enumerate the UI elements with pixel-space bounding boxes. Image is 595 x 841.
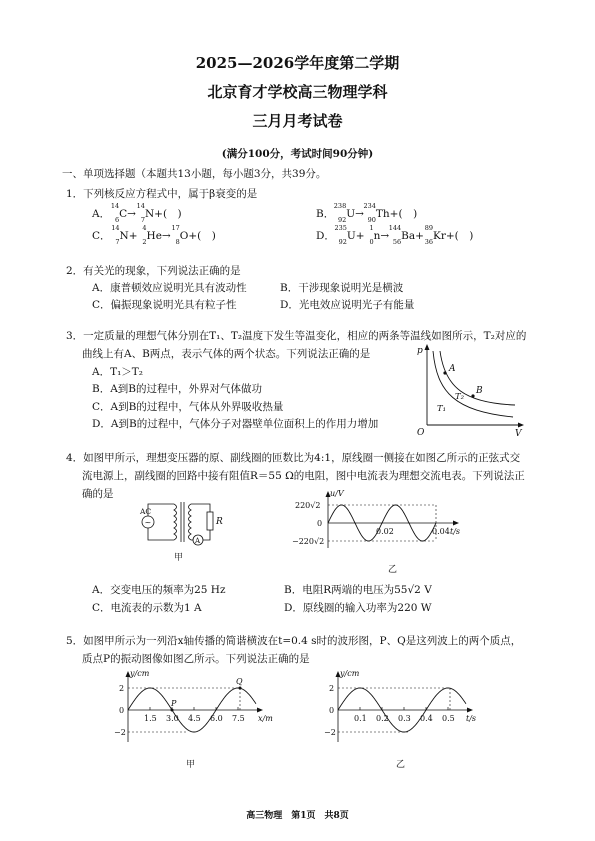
q3-option-a: A．T₁＞T₂ — [92, 366, 144, 378]
axis-tick-label: 6.0 — [210, 714, 223, 723]
vibration-figure-yi — [320, 666, 480, 771]
q1-option-c: C． 14 7 N+ 4 2 He→ 17 8 O+( ) — [92, 224, 216, 246]
t-tick-002: 0.02 — [376, 527, 394, 536]
point-a — [443, 371, 446, 374]
primary-wire-top — [148, 504, 174, 516]
exam-note: (满分100分，考试时间90分钟) — [221, 148, 374, 160]
axis-tick-label: 0.1 — [354, 714, 367, 723]
primary-wire-bottom — [148, 528, 174, 540]
resistor-icon — [207, 512, 213, 530]
q4-stem-line3: 确的是 — [82, 488, 114, 500]
section-heading: 一、单项选择题（本题共13小题，每小题3分，共39分。 — [62, 168, 327, 180]
point-a-label: A — [449, 364, 456, 374]
t-axis-arrow — [453, 521, 459, 526]
y-tick-0: 0 — [119, 706, 125, 715]
t-axis-arrow — [467, 708, 473, 713]
primary-coil — [174, 504, 177, 540]
q2-option-b: B．干涉现象说明光是横波 — [280, 282, 404, 294]
q2-option-d: D．光电效应说明光子有能量 — [280, 299, 415, 311]
x-axis-arrow — [257, 708, 263, 713]
axis-tick-label: 0.4 — [420, 714, 433, 723]
ammeter-label: A — [195, 537, 201, 545]
secondary-wire-right — [203, 530, 210, 540]
axis-tick-label: 0.2 — [376, 714, 389, 723]
q4-option-d: D．原线圈的输入功率为220 W — [284, 602, 432, 614]
q3-stem-line1: 3．一定质量的理想气体分别在T₁、T₂温度下发生等温变化，相应的两条等温线如图所示，T₂对应的 — [66, 330, 527, 342]
u-axis-label: u/V — [330, 489, 344, 498]
umax-label: 220√2 — [295, 501, 321, 510]
q5-stem-line1: 5．如图甲所示为一列沿x轴传播的简谐横波在t=0.4 s时的波形图，P、Q是这列波上的两个质点， — [66, 635, 522, 647]
axis-tick-label: 3.0 — [166, 714, 179, 723]
t-axis-label: t/s — [466, 714, 477, 723]
point-q — [239, 687, 242, 690]
q2-option-c: C．偏振现象说明光具有粒子性 — [92, 299, 237, 311]
q1-stem: 1．下列核反应方程式中，属于β衰变的是 — [66, 188, 258, 200]
point-p-label: P — [171, 699, 177, 708]
resistor-label: R — [216, 517, 223, 527]
point-q-label: Q — [236, 677, 243, 686]
q1-option-b: B． 238 92 U→ 234 90 Th+( ) — [316, 202, 418, 224]
y-tick-0: 0 — [329, 706, 335, 715]
axis-tick-label: 4.5 — [188, 714, 201, 723]
q1-option-a: A． 14 6 C→ 14 7 N+( ) — [92, 202, 182, 224]
page-footer: 高三物理 第1页 共8页 — [246, 811, 349, 821]
axis-tick-label: 0.5 — [442, 714, 455, 723]
figure-caption-jia: 甲 — [174, 553, 184, 563]
y-axis-label: y/cm — [130, 669, 150, 678]
x-axis-label: x/m — [258, 714, 273, 723]
t-axis-label: t/s — [450, 527, 461, 536]
y-tick-2: 2 — [329, 684, 335, 693]
t2-label: T₂ — [455, 392, 465, 402]
axis-tick-label: 0.3 — [398, 714, 411, 723]
ac-tilde: ~ — [144, 518, 152, 527]
wave-figure-jia — [110, 666, 273, 771]
t-tick-004: 0.04 — [432, 527, 450, 536]
figure-caption-jia: 甲 — [186, 760, 196, 770]
q4-option-b: B．电阻R两端的电压为55√2 V — [284, 584, 432, 596]
school-subject-title: 北京育才学校高三物理学科 — [207, 83, 388, 101]
axis-tick-label: 7.5 — [232, 714, 245, 723]
point-b — [471, 394, 474, 397]
figure-caption-yi: 乙 — [388, 565, 398, 575]
y-tick-neg2: −2 — [324, 728, 336, 737]
p-axis-arrow — [425, 344, 430, 350]
q5-stem-line2: 质点P的振动图像如图乙所示。下列说法正确的是 — [82, 653, 310, 665]
v-axis-label: V — [515, 429, 522, 439]
exam-year-title: 2025—2026学年度第二学期 — [195, 54, 400, 72]
origin-label: O — [417, 428, 425, 438]
q3-stem-line2: 曲线上有A、B两点，表示气体的两个状态。下列说法正确的是 — [82, 348, 371, 360]
y-tick-neg2: −2 — [114, 728, 126, 737]
transformer-circuit-figure — [138, 496, 228, 566]
y-axis-label: y/cm — [340, 669, 360, 678]
v-axis-arrow — [518, 423, 524, 428]
figure-caption-yi: 乙 — [396, 760, 406, 770]
q3-option-b: B．A到B的过程中，外界对气体做功 — [92, 383, 263, 395]
q4-option-a: A．交变电压的频率为25 Hz — [92, 584, 226, 596]
axis-tick-label: 1.5 — [144, 714, 157, 723]
q2-option-a: A．康普顿效应说明光具有波动性 — [92, 282, 247, 294]
p-axis-label: p — [417, 346, 423, 356]
q3-option-c: C．A到B的过程中，气体从外界吸收热量 — [92, 401, 284, 413]
t1-label: T₁ — [437, 404, 447, 414]
zero-label: 0 — [317, 519, 323, 528]
y-tick-2: 2 — [119, 684, 125, 693]
q4-stem-line1: 4．如图甲所示，理想变压器的原、副线圈的匝数比为4:1，原线圈一侧接在如图乙所示的正弦式交 — [66, 452, 521, 464]
point-b-label: B — [476, 386, 483, 396]
q4-option-c: C．电流表的示数为1 A — [92, 602, 202, 614]
q4-stem-line2: 流电源上，副线圈的回路中接有阻值R＝55 Ω的电阻，图中电流表为理想交流电表。下列说法正 — [82, 470, 525, 482]
q3-option-d: D．A到B的过程中，气体分子对器壁单位面积上的作用力增加 — [92, 418, 379, 430]
umin-label: −220√2 — [292, 537, 325, 546]
secondary-wire-top — [191, 504, 210, 512]
q1-option-d: D． 235 92 U+ 1 0 n→ 144 56 Ba+ 89 36 Kr+( ) — [316, 224, 474, 246]
isotherm-t2 — [440, 351, 515, 405]
secondary-coil — [189, 504, 192, 540]
exam-name-title: 三月月考试卷 — [252, 112, 343, 130]
q2-stem: 2．有关光的现象，下列说法正确的是 — [66, 265, 241, 277]
ac-voltage-graph — [292, 488, 472, 574]
isotherm-figure — [415, 343, 525, 439]
ac-label: AC — [140, 507, 152, 516]
